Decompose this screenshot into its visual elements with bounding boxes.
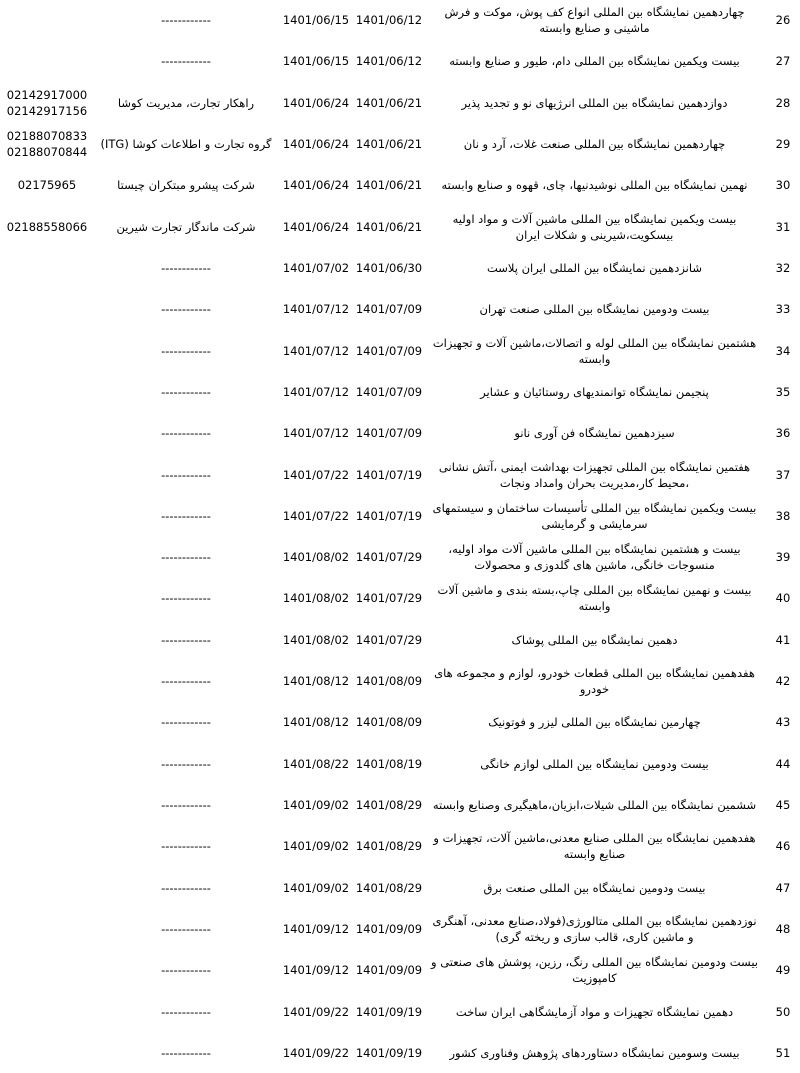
table-row <box>0 744 800 784</box>
row-number: 30 <box>775 178 791 193</box>
start-date: 1401/07/09 <box>355 384 423 399</box>
phone-numbers <box>0 909 94 949</box>
row-number: 43 <box>775 715 791 730</box>
end-date: 1401/07/12 <box>282 426 350 441</box>
table-row <box>0 1033 800 1073</box>
row-number: 48 <box>775 922 791 937</box>
table-row <box>0 372 800 412</box>
exhibition-title: چهاردهمین نمایشگاه بین المللی صنعت غلات، آرد و نان <box>463 136 726 151</box>
phone-numbers <box>0 620 94 660</box>
exhibition-title: بیست ویکمین نمایشگاه بین المللی ماشین آلات و مواد اولیه بیسکویت،شیرینی و شکلات ایران <box>452 211 737 242</box>
row-number: 36 <box>775 426 791 441</box>
exhibition-title: هفتمین نمایشگاه بین المللی تجهیزات بهداشت ایمنی ،آتش نشانی ،محیط کار،مدیریت بحران وامداد ونجات <box>438 459 751 490</box>
exhibition-title: بیست ویکمین نمایشگاه بین المللی دام، طیور و صنایع وابسته <box>449 54 740 69</box>
start-date: 1401/07/29 <box>355 550 423 565</box>
phone-numbers <box>0 992 94 1032</box>
row-number: 38 <box>775 508 791 523</box>
table-row <box>0 331 800 371</box>
end-date: 1401/07/22 <box>282 508 350 523</box>
exhibition-title: چهارمین نمایشگاه بین المللی لیزر و فوتونیک <box>488 715 701 730</box>
table-row <box>0 992 800 1032</box>
start-date: 1401/06/12 <box>355 13 423 27</box>
exhibition-title: هشتمین نمایشگاه بین المللی لوله و اتصالات،ماشین آلات و تجهیزات وابسته <box>432 335 757 366</box>
exhibition-title: هفدهمین نمایشگاه بین المللی صنایع معدنی،ماشین آلات، تجهیزات و صنایع وابسته <box>433 831 756 862</box>
row-number: 44 <box>775 756 791 771</box>
row-number: 50 <box>775 1004 791 1019</box>
organizer-name: ------------ <box>161 963 211 978</box>
phone-numbers <box>0 1033 94 1073</box>
end-date: 1401/07/12 <box>282 384 350 399</box>
table-row <box>0 578 800 618</box>
organizer-name: ------------ <box>161 13 211 27</box>
row-number: 28 <box>775 95 791 110</box>
table-row <box>0 289 800 329</box>
table-row <box>0 248 800 288</box>
end-date: 1401/09/02 <box>282 880 350 895</box>
exhibition-title: بیست ودومین نمایشگاه بین المللی لوازم خانگی <box>480 756 709 771</box>
phone-number: 02175965 <box>17 178 77 193</box>
organizer-name: گروه تجارت و اطلاعات کوشا (ITG) <box>100 136 272 151</box>
table-row <box>0 207 800 247</box>
organizer-name: ------------ <box>161 550 211 565</box>
organizer-name: ------------ <box>161 343 211 358</box>
row-number: 33 <box>775 302 791 317</box>
row-number: 32 <box>775 260 791 275</box>
row-number: 26 <box>775 13 791 27</box>
table-row <box>0 620 800 660</box>
row-number: 35 <box>775 384 791 399</box>
start-date: 1401/09/19 <box>355 1046 423 1060</box>
phone-numbers <box>0 826 94 866</box>
row-number: 49 <box>775 963 791 978</box>
end-date: 1401/07/12 <box>282 343 350 358</box>
phone-numbers <box>0 702 94 742</box>
row-number: 41 <box>775 632 791 647</box>
start-date: 1401/09/09 <box>355 963 423 978</box>
start-date: 1401/06/21 <box>355 178 423 193</box>
start-date: 1401/07/19 <box>355 467 423 482</box>
row-number: 39 <box>775 550 791 565</box>
table-row <box>0 413 800 453</box>
phone-number: 02142917156 <box>6 103 88 118</box>
organizer-name: ------------ <box>161 467 211 482</box>
phone-numbers <box>0 124 94 164</box>
phone-numbers <box>0 496 94 536</box>
table-row <box>0 124 800 164</box>
end-date: 1401/09/22 <box>282 1046 350 1060</box>
exhibition-title: نهمین نمایشگاه بین المللی نوشیدنیها، چای، قهوه و صنایع وابسته <box>441 178 748 193</box>
row-number: 40 <box>775 591 791 606</box>
phone-numbers <box>0 372 94 412</box>
start-date: 1401/08/19 <box>355 756 423 771</box>
end-date: 1401/09/12 <box>282 963 350 978</box>
organizer-name: ------------ <box>161 508 211 523</box>
table-row <box>0 537 800 577</box>
table-row <box>0 0 800 40</box>
start-date: 1401/07/19 <box>355 508 423 523</box>
table-row <box>0 950 800 990</box>
start-date: 1401/08/09 <box>355 715 423 730</box>
phone-numbers <box>0 165 94 205</box>
end-date: 1401/08/22 <box>282 756 350 771</box>
phone-numbers <box>0 0 94 40</box>
row-number: 34 <box>775 343 791 358</box>
start-date: 1401/07/09 <box>355 302 423 317</box>
end-date: 1401/06/24 <box>282 219 350 234</box>
table-row <box>0 909 800 949</box>
organizer-name: ------------ <box>161 880 211 895</box>
exhibition-title: دهمین نمایشگاه بین المللی پوشاک <box>511 632 678 647</box>
end-date: 1401/06/24 <box>282 95 350 110</box>
exhibition-title: هفدهمین نمایشگاه بین المللی قطعات خودرو، لوازم و مجموعه های خودرو <box>434 666 755 697</box>
phone-numbers <box>0 289 94 329</box>
table-row <box>0 455 800 495</box>
phone-numbers <box>0 331 94 371</box>
phone-numbers <box>0 537 94 577</box>
organizer-name: ------------ <box>161 426 211 441</box>
exhibition-title: ششمین نمایشگاه بین المللی شیلات،ابزیان،ماهیگیری وصنایع وابسته <box>432 798 757 813</box>
organizer-name: ------------ <box>161 591 211 606</box>
end-date: 1401/09/02 <box>282 798 350 813</box>
phone-numbers <box>0 83 94 123</box>
organizer-name: شرکت پیشرو مبتکران چیستا <box>117 178 255 193</box>
phone-numbers <box>0 950 94 990</box>
organizer-name: ------------ <box>161 715 211 730</box>
end-date: 1401/09/12 <box>282 922 350 937</box>
end-date: 1401/06/15 <box>282 13 350 27</box>
table-row <box>0 41 800 81</box>
end-date: 1401/07/02 <box>282 260 350 275</box>
exhibition-title: بیست ودومین نمایشگاه بین المللی صنعت تهران <box>479 302 710 317</box>
row-number: 29 <box>775 136 791 151</box>
exhibition-title: سیزدهمین نمایشگاه فن آوری نانو <box>514 426 675 441</box>
table-row <box>0 661 800 701</box>
table-row <box>0 165 800 205</box>
start-date: 1401/08/09 <box>355 674 423 689</box>
end-date: 1401/07/22 <box>282 467 350 482</box>
start-date: 1401/09/09 <box>355 922 423 937</box>
organizer-name: ------------ <box>161 1046 211 1060</box>
table-row <box>0 868 800 908</box>
end-date: 1401/08/02 <box>282 632 350 647</box>
organizer-name: ------------ <box>161 756 211 771</box>
phone-numbers <box>0 455 94 495</box>
end-date: 1401/09/22 <box>282 1004 350 1019</box>
start-date: 1401/06/21 <box>355 136 423 151</box>
phone-number: 02142917000 <box>6 87 88 102</box>
start-date: 1401/06/12 <box>355 54 423 69</box>
exhibition-title: بیست و هشتمین نمایشگاه بین المللی ماشین آلات مواد اولیه، منسوجات خانگی، ماشین های گلدوزی و محصولات <box>448 542 741 573</box>
phone-numbers <box>0 248 94 288</box>
start-date: 1401/07/09 <box>355 343 423 358</box>
end-date: 1401/06/24 <box>282 136 350 151</box>
start-date: 1401/06/21 <box>355 219 423 234</box>
phone-numbers <box>0 744 94 784</box>
organizer-name: ------------ <box>161 1004 211 1019</box>
end-date: 1401/08/02 <box>282 591 350 606</box>
table-row <box>0 496 800 536</box>
end-date: 1401/09/02 <box>282 839 350 854</box>
exhibition-title: چهاردهمین نمایشگاه بین المللی انواع کف پوش، موکت و فرش ماشینی و صنایع وابسته <box>444 5 745 35</box>
phone-numbers <box>0 41 94 81</box>
exhibition-title: بیست و نهمین نمایشگاه بین المللی چاپ،بسته بندی و ماشین آلات وابسته <box>437 583 752 614</box>
start-date: 1401/08/29 <box>355 798 423 813</box>
exhibition-title: پنجیمن نمایشگاه توانمندیهای روستائیان و عشایر <box>480 384 709 399</box>
row-number: 47 <box>775 880 791 895</box>
exhibition-title: نوزدهمین نمایشگاه بین المللی متالورژی(فولاد،صنایع معدنی، آهنگری و ماشین کاری، قالب سازی و ریخته گری) <box>432 914 757 945</box>
start-date: 1401/08/29 <box>355 839 423 854</box>
exhibition-title: دوازدهمین نمایشگاه بین المللی انرژیهای نو و تجدید پذیر <box>461 95 728 110</box>
exhibition-title: بیست ودومین نمایشگاه بین المللی صنعت برق <box>483 880 706 895</box>
organizer-name: ------------ <box>161 674 211 689</box>
start-date: 1401/09/19 <box>355 1004 423 1019</box>
phone-numbers <box>0 578 94 618</box>
start-date: 1401/06/30 <box>355 260 423 275</box>
row-number: 45 <box>775 798 791 813</box>
end-date: 1401/07/12 <box>282 302 350 317</box>
exhibition-title: بیست ودومین نمایشگاه بین المللی رنگ، رزین، پوشش های صنعتی و کامپوزیت <box>431 955 758 986</box>
organizer-name: ------------ <box>161 302 211 317</box>
start-date: 1401/07/29 <box>355 632 423 647</box>
end-date: 1401/08/12 <box>282 674 350 689</box>
exhibition-title: دهمین نمایشگاه تجهیزات و مواد آزمایشگاهی ایران ساخت <box>455 1004 734 1019</box>
phone-number: 02188070844 <box>6 144 88 159</box>
phone-numbers <box>0 785 94 825</box>
row-number: 46 <box>775 839 791 854</box>
exhibition-title: شانزدهمین نمایشگاه بین المللی ایران پلاست <box>486 260 703 275</box>
organizer-name: ------------ <box>161 839 211 854</box>
row-number: 51 <box>775 1046 791 1060</box>
organizer-name: ------------ <box>161 54 211 69</box>
phone-numbers <box>0 207 94 247</box>
phone-numbers <box>0 413 94 453</box>
phone-number: 02188558066 <box>6 219 88 234</box>
table-row <box>0 702 800 742</box>
table-row <box>0 83 800 123</box>
exhibition-title: بیست وسومین نمایشگاه دستاوردهای پژوهش وفناوری کشور <box>449 1046 740 1060</box>
start-date: 1401/07/29 <box>355 591 423 606</box>
table-row <box>0 785 800 825</box>
phone-number: 02188070833 <box>6 128 88 143</box>
organizer-name: راهکار تجارت، مدیریت کوشا <box>117 95 255 110</box>
row-number: 31 <box>775 219 791 234</box>
organizer-name: ------------ <box>161 260 211 275</box>
start-date: 1401/08/29 <box>355 880 423 895</box>
organizer-name: ------------ <box>161 632 211 647</box>
end-date: 1401/06/15 <box>282 54 350 69</box>
organizer-name: ------------ <box>161 384 211 399</box>
row-number: 27 <box>775 54 791 69</box>
table-row <box>0 826 800 866</box>
organizer-name: ------------ <box>161 922 211 937</box>
phone-numbers <box>0 661 94 701</box>
exhibition-title: بیست ویکمین نمایشگاه بین المللی تأسیسات ساختمان و سیستمهای سرمایشی و گرمایشی <box>432 500 757 531</box>
start-date: 1401/06/21 <box>355 95 423 110</box>
end-date: 1401/08/12 <box>282 715 350 730</box>
organizer-name: ------------ <box>161 798 211 813</box>
end-date: 1401/08/02 <box>282 550 350 565</box>
row-number: 42 <box>775 674 791 689</box>
organizer-name: شرکت ماندگار تجارت شیرین <box>116 219 256 234</box>
phone-numbers <box>0 868 94 908</box>
row-number: 37 <box>775 467 791 482</box>
end-date: 1401/06/24 <box>282 178 350 193</box>
start-date: 1401/07/09 <box>355 426 423 441</box>
